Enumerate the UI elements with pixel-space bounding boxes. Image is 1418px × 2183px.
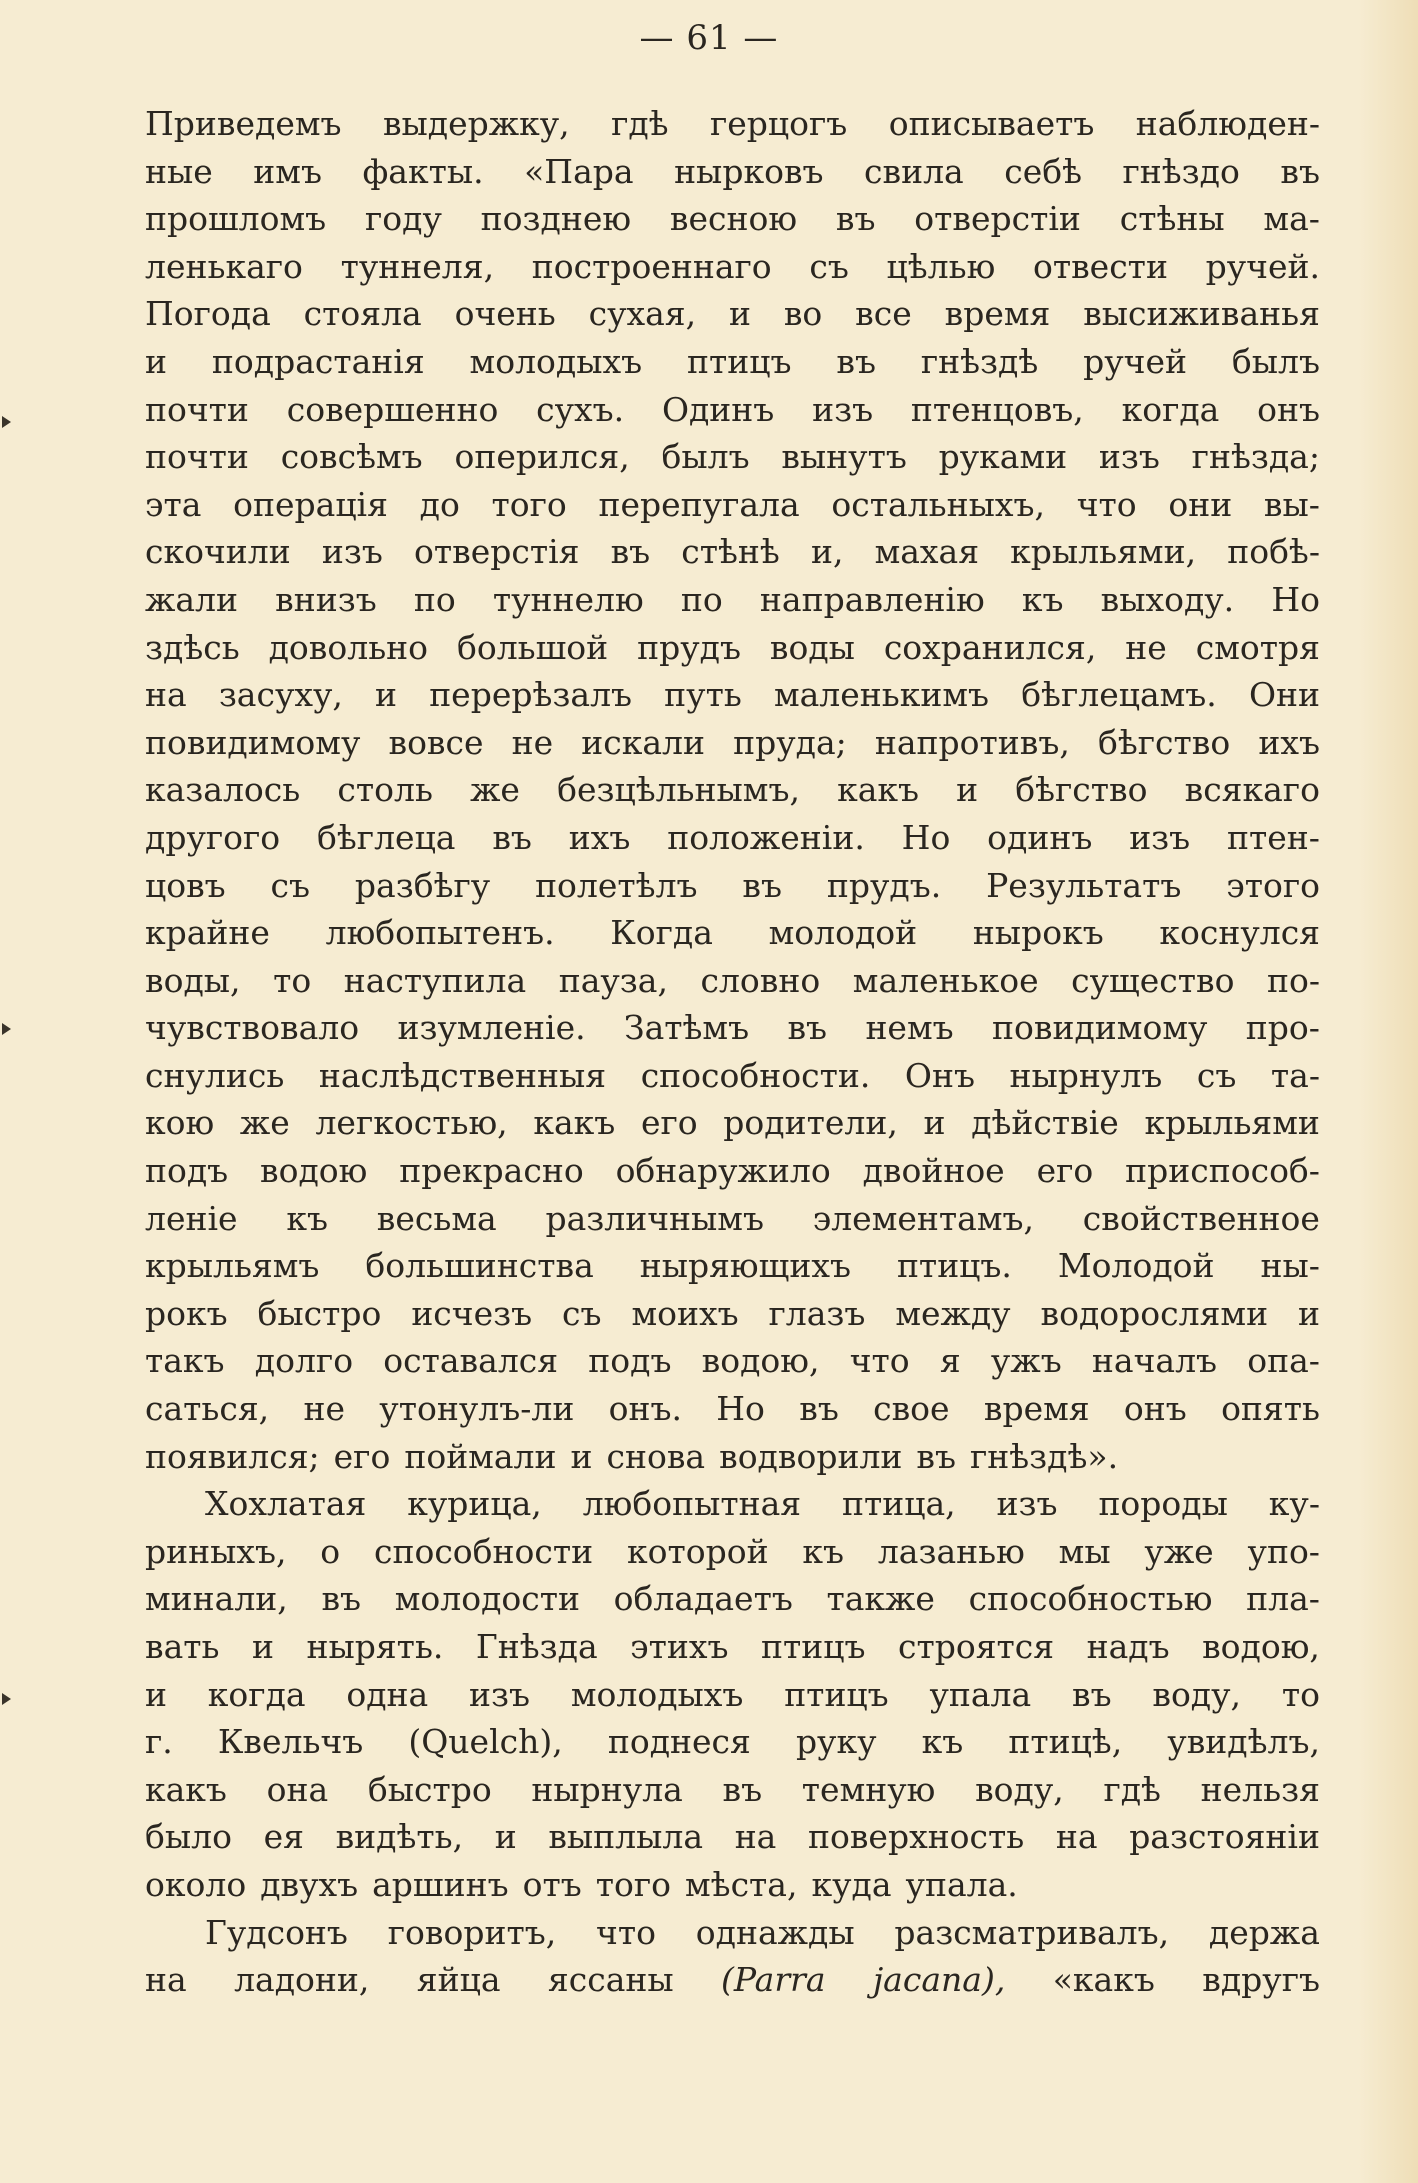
text-line: подъ водою прекрасно обнаружило двойное его приспособ- — [145, 1151, 1320, 1191]
text-line: воды, то наступила пауза, словно маленькое существо по- — [145, 960, 1320, 1000]
text-line: на засуху, и перерѣзалъ путь маленькимъ бѣглецамъ. Они — [145, 675, 1320, 715]
text-line: ленькаго туннеля, построеннаго съ цѣлью отвести ручей. — [145, 246, 1320, 286]
page-edge-shadow — [1358, 0, 1418, 2183]
text-line: другого бѣглеца въ ихъ положеніи. Но одинъ изъ птен- — [145, 817, 1320, 857]
text-line: появился; его поймали и снова водворили въ гнѣздѣ». — [145, 1436, 1119, 1476]
text-line: почти совсѣмъ оперился, былъ вынутъ руками изъ гнѣзда; — [145, 437, 1320, 477]
text-line: Гудсонъ говоритъ, что однажды разсматривалъ, держа — [205, 1912, 1320, 1952]
page-number: — 61 — — [639, 18, 779, 58]
text-line: почти совершенно сухъ. Одинъ изъ птенцовъ, когда онъ — [145, 389, 1320, 429]
body-text — [145, 100, 1320, 2004]
text-line: Приведемъ выдержку, гдѣ герцогъ описываетъ наблюден- — [145, 104, 1320, 143]
text-line: Погода стояла очень сухая, и во все время высиживанья — [145, 294, 1320, 334]
text-line: г. Квельчъ (Quelch), поднеся руку къ птицѣ, увидѣлъ, — [145, 1722, 1320, 1762]
text-line: и подрастанія молодыхъ птицъ въ гнѣздѣ ручей былъ — [145, 341, 1320, 381]
text-line: вать и нырять. Гнѣзда этихъ птицъ строятся надъ водою, — [145, 1627, 1320, 1666]
text-line: снулись наслѣдственныя способности. Онъ нырнулъ съ та- — [145, 1055, 1320, 1095]
text-line: эта операція до того перепугала остальныхъ, что они вы- — [145, 484, 1320, 524]
text-line: саться, не утонулъ-ли онъ. Но въ свое время онъ опять — [145, 1389, 1320, 1429]
text-line: какъ она быстро нырнула въ темную воду, гдѣ нельзя — [145, 1769, 1320, 1809]
text-line: здѣсь довольно большой прудъ воды сохранился, не смотря — [145, 627, 1320, 667]
margin-mark — [2, 1023, 11, 1035]
text-line: крыльямъ большинства ныряющихъ птицъ. Молодой ны- — [145, 1246, 1320, 1286]
text-line: рокъ быстро исчезъ съ моихъ глазъ между водорослями и — [145, 1293, 1320, 1333]
text-line: повидимому вовсе не искали пруда; напротивъ, бѣгство ихъ — [145, 722, 1320, 762]
text-line: около двухъ аршинъ отъ того мѣста, куда упала. — [145, 1864, 1018, 1904]
text-line: ные имъ факты. «Пара нырковъ свила себѣ гнѣздо въ — [145, 151, 1320, 191]
text-line: минали, въ молодости обладаетъ также способностью пла- — [145, 1579, 1320, 1619]
text-line: крайне любопытенъ. Когда молодой нырокъ коснулся — [145, 913, 1320, 953]
text-line: прошломъ году позднею весною въ отверстіи стѣны ма- — [145, 199, 1320, 239]
text-line: леніе къ весьма различнымъ элементамъ, свойственное — [145, 1198, 1320, 1238]
margin-mark — [2, 416, 11, 428]
text-line: чувствовало изумленіе. Затѣмъ въ немъ повидимому про- — [145, 1008, 1320, 1048]
text-line: такъ долго оставался подъ водою, что я ужъ началъ опа- — [145, 1341, 1320, 1381]
text-line: Хохлатая курица, любопытная птица, изъ породы ку- — [205, 1484, 1320, 1524]
text-line: было ея видѣть, и выплыла на поверхность на разстояніи — [145, 1817, 1320, 1857]
text-line: жали внизъ по туннелю по направленію къ выходу. Но — [145, 579, 1320, 619]
margin-mark — [2, 1693, 11, 1705]
text-line: риныхъ, о способности которой къ лазанью мы уже упо- — [145, 1531, 1320, 1571]
text-line: кою же легкостью, какъ его родители, и дѣйствіе крыльями — [145, 1103, 1320, 1143]
text-line: и когда одна изъ молодыхъ птицъ упала въ воду, то — [145, 1674, 1320, 1714]
text-line: цовъ съ разбѣгу полетѣлъ въ прудъ. Результатъ этого — [145, 865, 1320, 905]
text-line: на ладони, яйца яссаны (Parra jacana), «какъ вдругъ — [145, 1960, 1320, 2000]
text-line: казалось столь же безцѣльнымъ, какъ и бѣгство всякаго — [145, 770, 1320, 810]
text-line: скочили изъ отверстія въ стѣнѣ и, махая крыльями, побѣ- — [145, 532, 1320, 572]
